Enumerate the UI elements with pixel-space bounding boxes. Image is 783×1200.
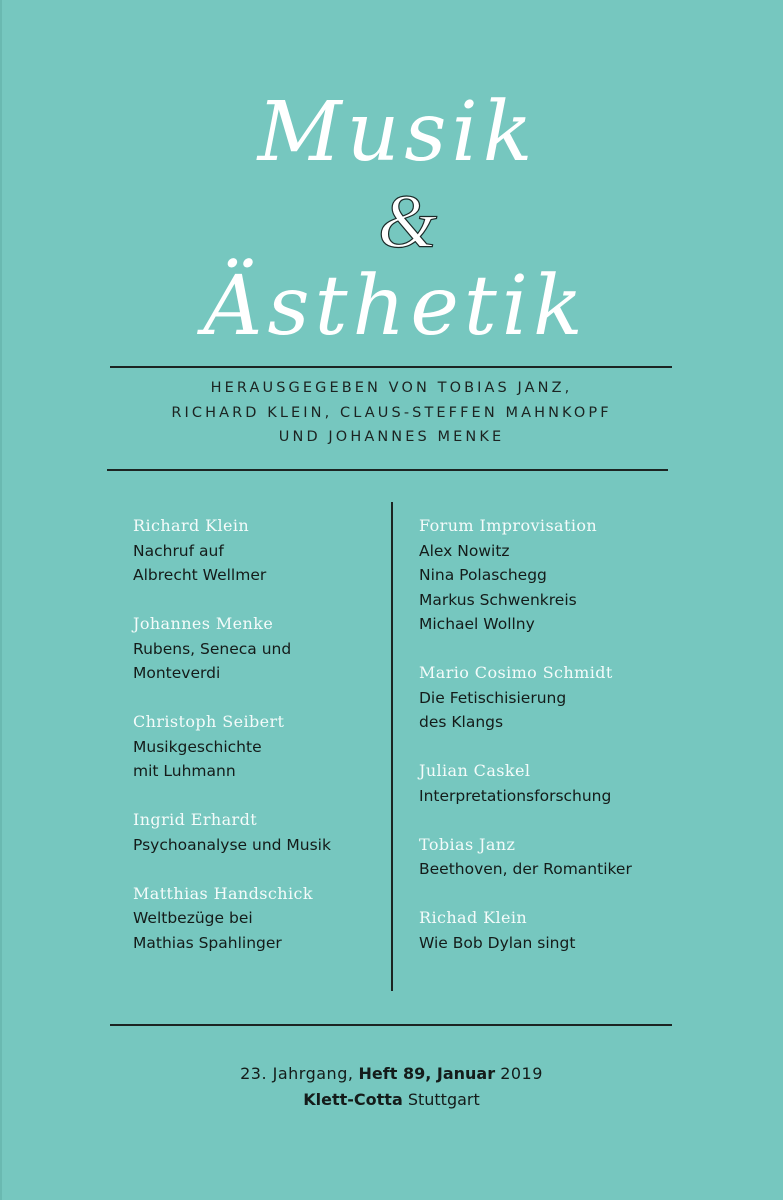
entry-title-line: Monteverdi [133, 664, 221, 682]
entry-author: Julian Caskel [419, 761, 531, 780]
contents-entry [419, 906, 719, 955]
entry-author: Ingrid Erhardt [133, 810, 258, 829]
entry-title-line: des Klangs [419, 713, 504, 731]
year: 2019 [500, 1064, 543, 1083]
publisher: Klett-Cotta [303, 1090, 403, 1109]
volume: 23. Jahrgang, [240, 1064, 354, 1083]
contents-entry [133, 882, 383, 956]
issue-line [0, 1061, 783, 1087]
editors-line-1: HERAUSGEGEBEN VON TOBIAS JANZ, [210, 380, 573, 396]
entry-title-line: Weltbezüge bei [133, 909, 253, 927]
entry-title-line: Nachruf auf [133, 541, 224, 560]
entry-title-line: Nina Polaschegg [419, 566, 547, 584]
divider-top [110, 366, 672, 368]
contents-entry [133, 514, 383, 588]
title-aesthetik: Ästhetik [203, 259, 588, 354]
contents-left-column [133, 514, 383, 980]
entry-title-line: Albrecht Wellmer [133, 566, 267, 584]
entry-author: Richard Klein [133, 516, 250, 535]
entry-title-line: Rubens, Seneca und [133, 639, 292, 658]
entry-author: Johannes Menke [133, 614, 274, 633]
cover-edge [0, 0, 2, 1200]
entry-title-line: Beethoven, der Romantiker [419, 860, 632, 878]
column-divider [391, 502, 393, 991]
entry-title-line: Alex Nowitz [419, 541, 510, 560]
entry-title-line: Interpretationsforschung [419, 786, 612, 805]
entry-title-line: Wie Bob Dylan singt [419, 933, 576, 952]
contents-entry [133, 808, 383, 857]
entry-title-line: Psychoanalyse und Musik [133, 835, 331, 854]
imprint [0, 1061, 783, 1113]
title-ampersand: & [377, 180, 438, 264]
entry-title-line: Musikgeschichte [133, 737, 262, 756]
contents-entry [133, 612, 383, 686]
issue: Heft 89, Januar [358, 1064, 496, 1083]
entry-title-line: Die Fetischisierung [419, 688, 567, 707]
entry-title-line: Mathias Spahlinger [133, 933, 282, 952]
contents-right-column [419, 514, 719, 980]
entry-author: Christoph Seibert [133, 712, 285, 731]
contents-entry [133, 710, 383, 784]
entry-author: Richad Klein [419, 908, 528, 927]
publisher-line [0, 1087, 783, 1113]
contents-entry [419, 833, 719, 882]
entry-author: Matthias Handschick [133, 883, 313, 903]
entry-title-line: Markus Schwenkreis [419, 590, 577, 609]
contents-entry [419, 759, 719, 808]
title-musik: Musik [257, 85, 538, 180]
divider-middle [107, 469, 668, 471]
entry-title-line: mit Luhmann [133, 762, 236, 780]
entry-title-line: Michael Wollny [419, 615, 535, 633]
divider-bottom [110, 1024, 672, 1026]
contents-entry [419, 661, 719, 735]
editors-line-3: UND JOHANNES MENKE [278, 429, 505, 445]
entry-author: Tobias Janz [419, 834, 516, 854]
contents-entry [419, 514, 719, 637]
editors-block [0, 376, 783, 450]
editors-line-2: RICHARD KLEIN, CLAUS-STEFFEN MAHNKOPF [171, 404, 612, 421]
city: Stuttgart [407, 1090, 480, 1109]
entry-author: Mario Cosimo Schmidt [419, 663, 613, 682]
entry-author: Forum Improvisation [419, 516, 598, 535]
